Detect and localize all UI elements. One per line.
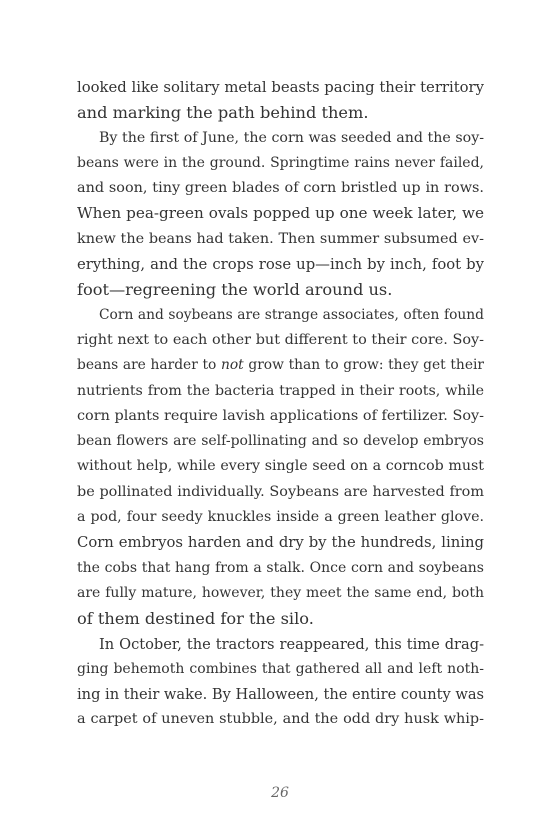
page-number: 26 (271, 785, 289, 801)
text-line: and soon, tiny green blades of corn bristled up in rows. (77, 180, 484, 197)
text-line: be pollinated individually. Soybeans are harvested from (77, 483, 484, 500)
text-fragment: beans are harder to (77, 357, 221, 374)
text-line: knew the beans had taken. Then summer subsumed ev- (77, 230, 484, 247)
emphasis-text: not (220, 357, 244, 374)
text-line: bean flowers are self-pollinating and so develop embryos (77, 433, 484, 450)
text-line: a carpet of uneven stubble, and the odd dry husk whip- (77, 711, 484, 728)
text-line: are fully mature, however, they meet the same end, both (77, 584, 484, 601)
text-line: Corn embryos harden and dry by the hundreds, lining (77, 534, 484, 552)
text-line: looked like solitary metal beasts pacing their territory (77, 79, 484, 96)
text-line: ing in their wake. By Halloween, the entire county was (77, 686, 485, 704)
text-line: and marking the path behind them. (77, 103, 369, 123)
text-line: By the first of June, the corn was seeded and the soy- (99, 129, 484, 146)
text-line: nutrients from the bacteria trapped in their roots, while (77, 382, 484, 399)
text-line: a pod, four seedy knuckles inside a green leather glove. (77, 509, 484, 526)
text-line: right next to each other but different to their core. Soy- (77, 331, 484, 348)
text-line: When pea-green ovals popped up one week later, we (77, 204, 484, 223)
text-line: erything, and the crops rose up—inch by inch, foot by (77, 256, 484, 274)
text-line: the cobs that hang from a stalk. Once corn and soybeans (77, 559, 484, 576)
text-line: without help, while every single seed on a corncob must (77, 458, 484, 475)
text-line: Corn and soybeans are strange associates, often found (99, 306, 484, 323)
text-line: corn plants require lavish applications of fertilizer. Soy- (77, 407, 484, 424)
text-line (77, 353, 484, 378)
text-line: beans were in the ground. Springtime rains never failed, (77, 154, 484, 171)
text-line: In October, the tractors reappeared, this time drag- (99, 635, 484, 653)
text-line: ging behemoth combines that gathered all and left noth- (77, 660, 484, 677)
text-fragment: grow than to grow: they get their (243, 357, 484, 374)
body-text (77, 75, 484, 733)
text-line: of them destined for the silo. (77, 609, 314, 629)
text-line: foot—regreening the world around us. (77, 280, 393, 300)
